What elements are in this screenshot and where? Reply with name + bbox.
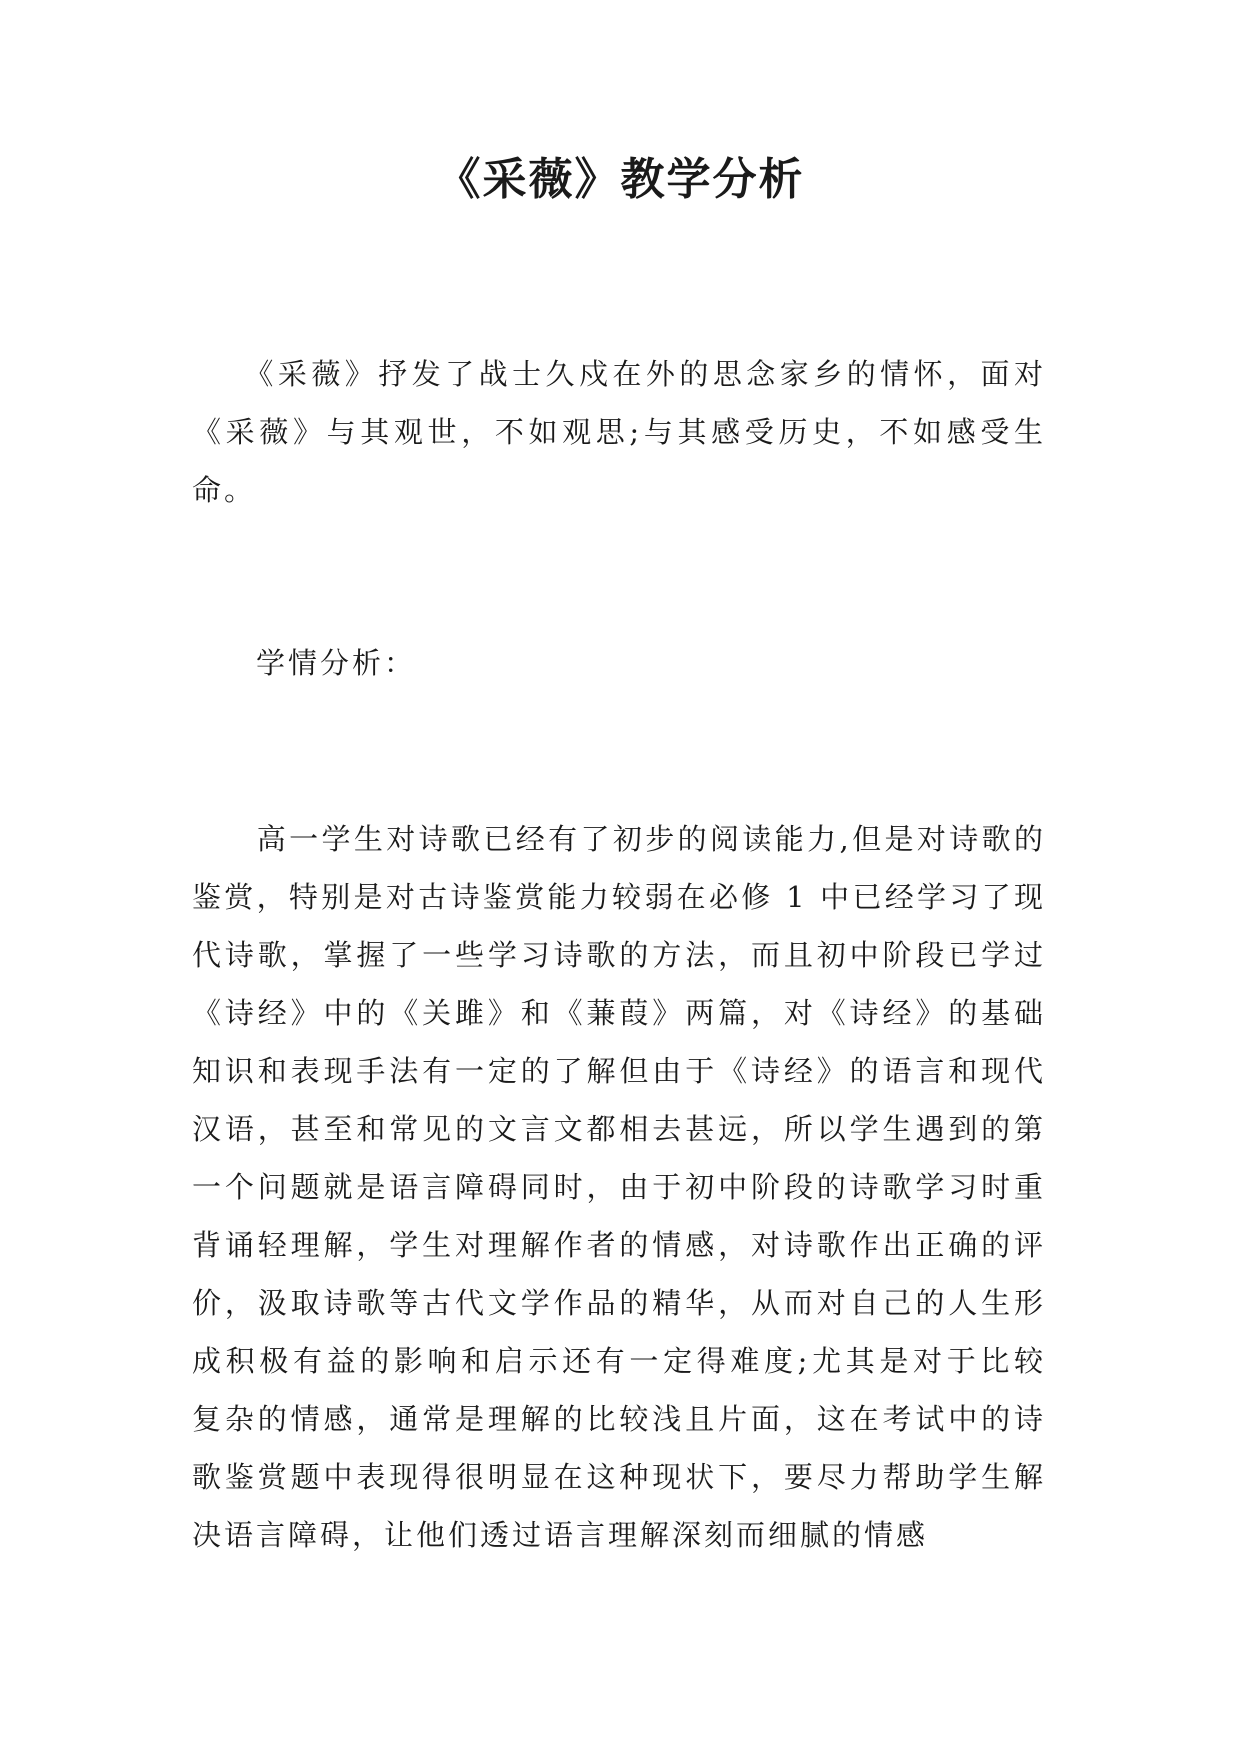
paragraph-line: 歌鉴赏题中表现得很明显在这种现状下，要尽力帮助学生解 (192, 1460, 1046, 1494)
paragraph-line: 代诗歌，掌握了一些学习诗歌的方法，而且初中阶段已学过 (192, 938, 1046, 972)
section-heading-paragraph (192, 634, 1046, 692)
paragraph-line: 决语言障碍，让他们透过语言理解深刻而细腻的情感 (192, 1518, 929, 1552)
paragraph-line: 背诵轻理解，学生对理解作者的情感，对诗歌作出正确的评 (192, 1228, 1046, 1262)
paragraph-line: 一个问题就是语言障碍同时，由于初中阶段的诗歌学习时重 (192, 1170, 1046, 1204)
paragraph-line: 《采薇》抒发了战士久戍在外的思念家乡的情怀，面对 (192, 357, 1046, 391)
paragraph-line: 《诗经》中的《关雎》和《蒹葭》两篇，对《诗经》的基础 (192, 996, 1046, 1030)
document-title: 《采薇》教学分析 (436, 154, 805, 205)
paragraph-line: 成积极有益的影响和启示还有一定得难度;尤其是对于比较 (192, 1344, 1046, 1378)
paragraph-line: 《采薇》与其观世，不如观思;与其感受历史，不如感受生 (192, 415, 1046, 449)
paragraph-line: 价，汲取诗歌等古代文学作品的精华，从而对自己的人生形 (192, 1286, 1046, 1320)
section-heading: 学情分析： (192, 646, 417, 680)
analysis-paragraph (192, 810, 1046, 1564)
paragraph-line: 高一学生对诗歌已经有了初步的阅读能力,但是对诗歌的 (192, 822, 1046, 856)
paragraph-line: 汉语，甚至和常见的文言文都相去甚远，所以学生遇到的第 (192, 1112, 1046, 1146)
paragraph-line: 命。 (192, 473, 257, 507)
paragraph-line: 知识和表现手法有一定的了解但由于《诗经》的语言和现代 (192, 1054, 1046, 1088)
paragraph-line: 复杂的情感，通常是理解的比较浅且片面，这在考试中的诗 (192, 1402, 1046, 1436)
paragraph-line: 鉴赏，特别是对古诗鉴赏能力较弱在必修 1 中已经学习了现 (192, 880, 1046, 914)
intro-paragraph (192, 345, 1046, 519)
